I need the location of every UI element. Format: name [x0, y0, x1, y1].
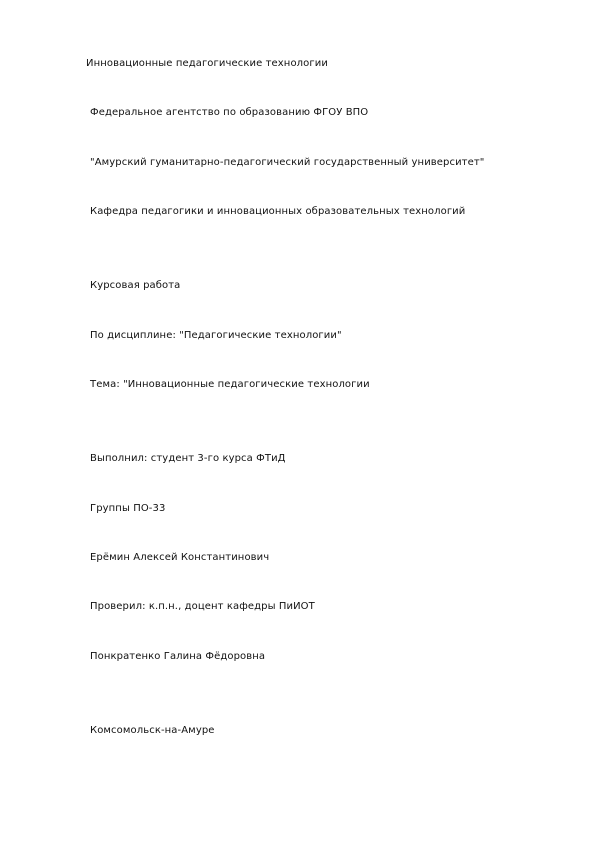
student-name-line: Ерёмин Алексей Константинович	[90, 552, 270, 563]
supervisor-name-line: Понкратенко Галина Фёдоровна	[90, 651, 266, 662]
city-line: Комсомольск-на-Амуре	[90, 725, 215, 736]
running-header: Инновационные педагогические технологии	[86, 58, 328, 69]
university-line: "Амурский гуманитарно-педагогический государственный университет"	[90, 157, 485, 168]
group-line: Группы ПО-33	[90, 503, 166, 514]
discipline-line: По дисциплине: "Педагогические технологии"	[90, 330, 342, 341]
checked-by-line: Проверил: к.п.н., доцент кафедры ПиИОТ	[90, 601, 315, 612]
topic-line: Тема: "Инновационные педагогические технологии	[90, 379, 370, 390]
performed-by-line: Выполнил: студент 3-го курса ФТиД	[90, 453, 286, 464]
department-line: Кафедра педагогики и инновационных образовательных технологий	[90, 206, 466, 217]
work-type-line: Курсовая работа	[90, 280, 181, 291]
agency-line: Федеральное агентство по образованию ФГОУ ВПО	[90, 107, 369, 118]
